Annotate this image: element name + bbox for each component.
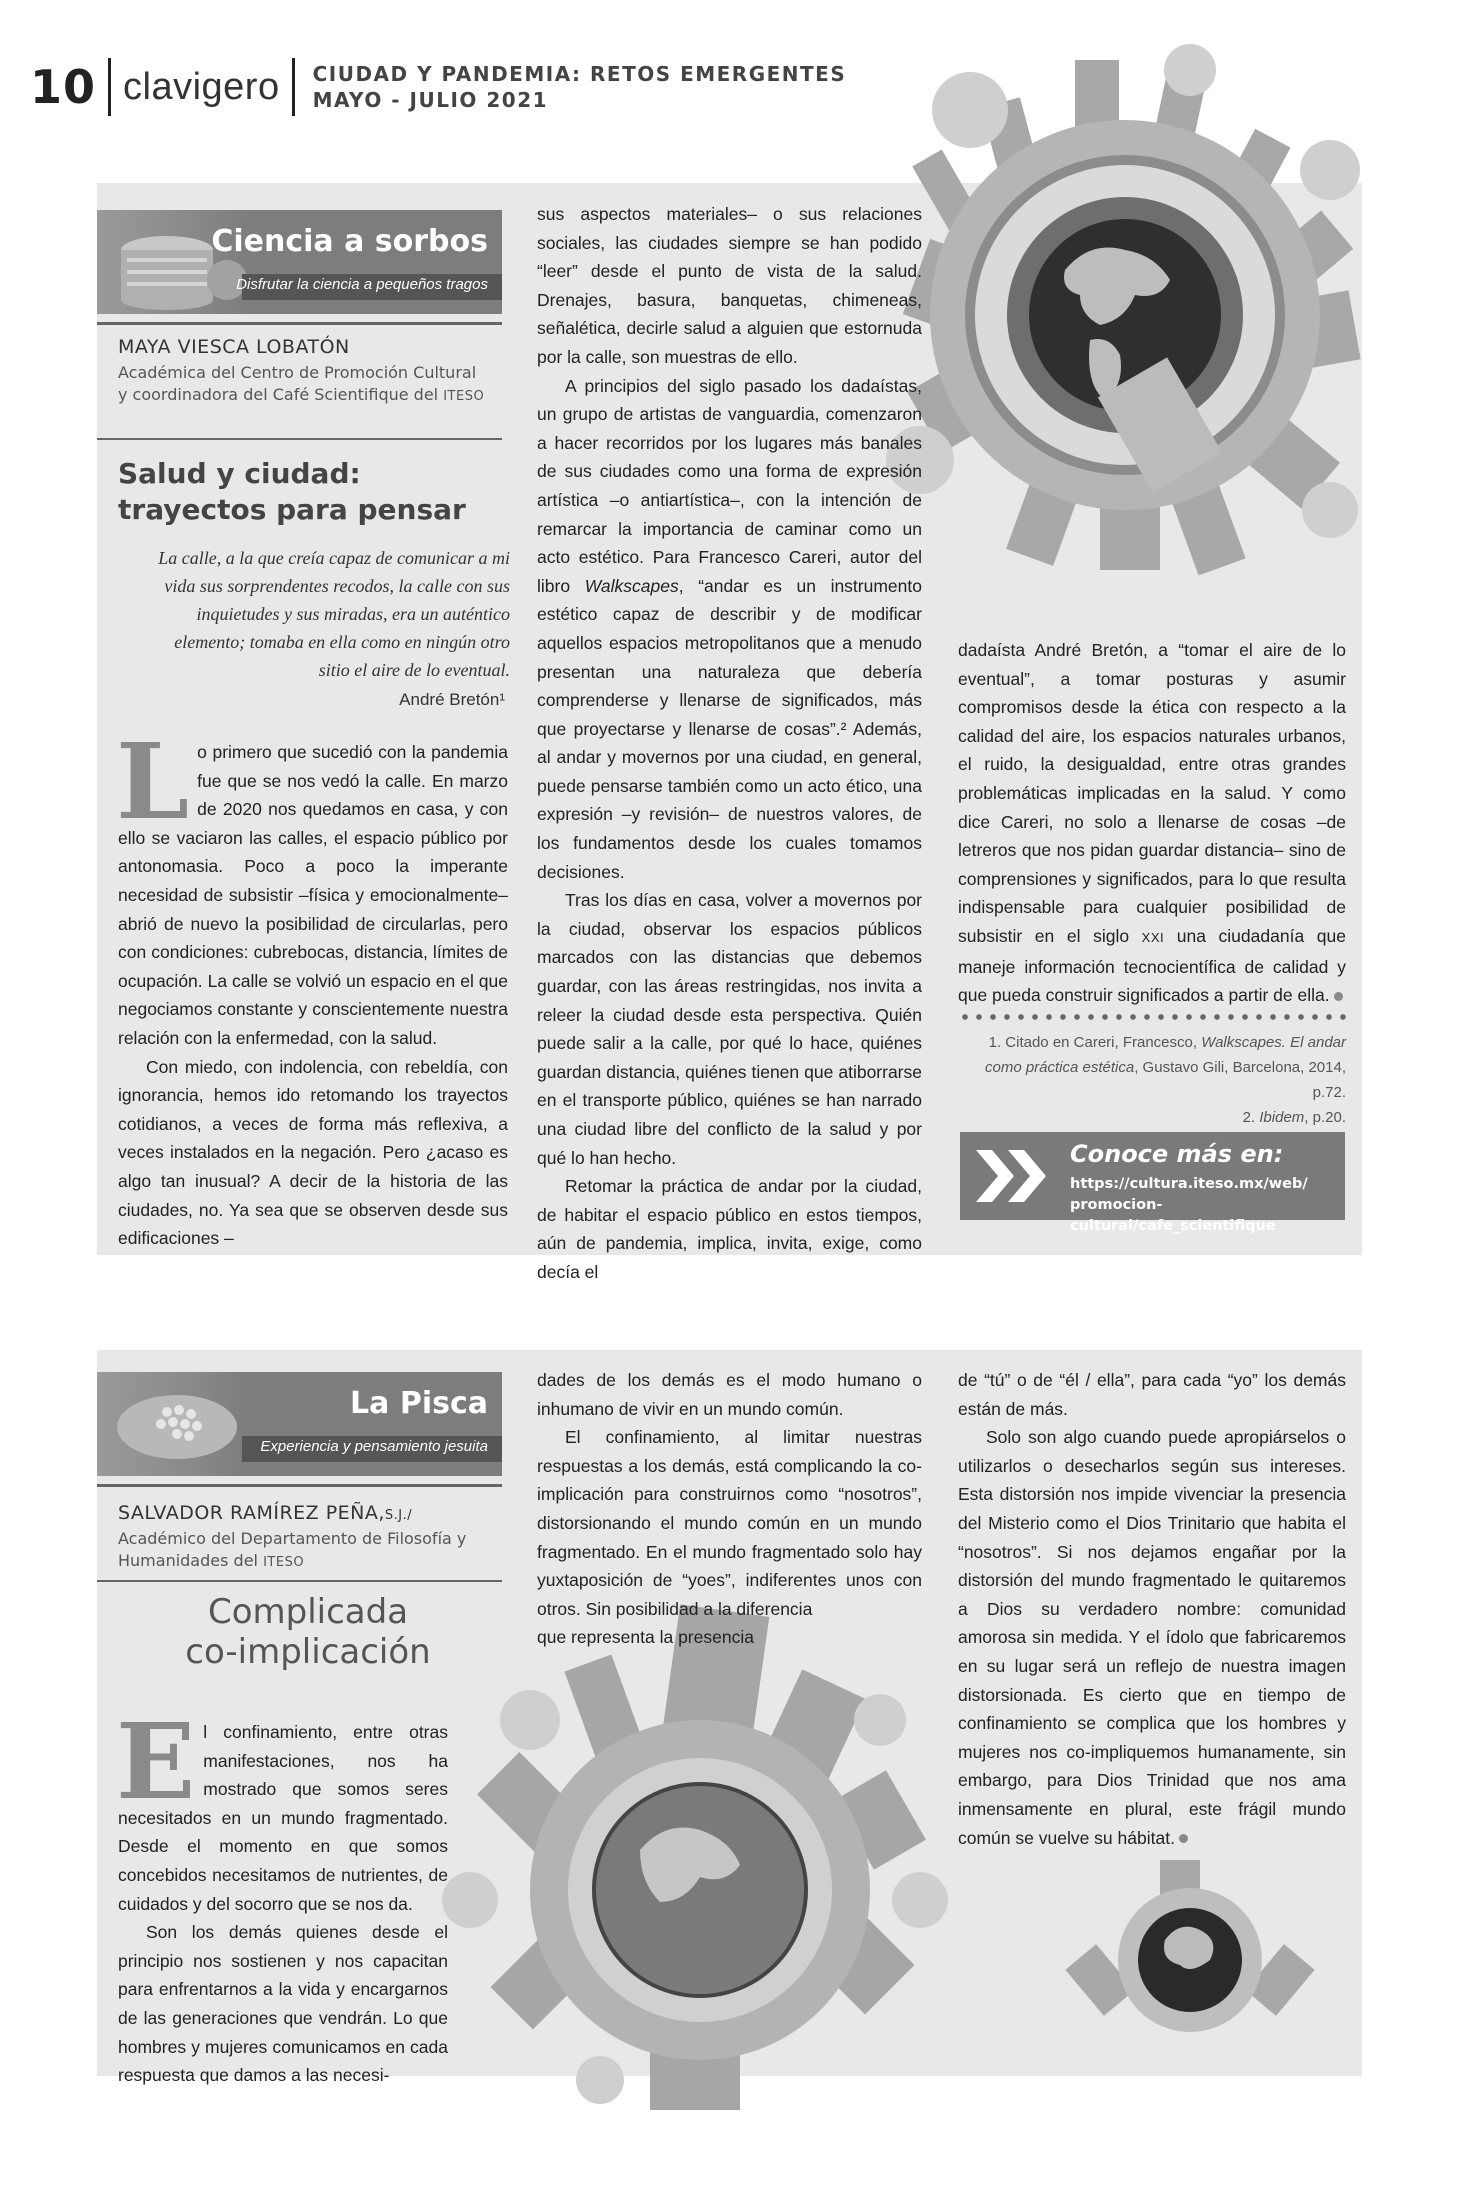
small-globe-illustration (1060, 1840, 1320, 2050)
section-tagline: Experiencia y pensamiento jesuita (260, 1438, 488, 1455)
article-column-1: Lo primero que sucedió con la pandemia fue que se nos vedó la calle. En marzo de 2020 nos quedamos en casa, y con ello se vaciaron las calles, el espacio público por antonomasia. Poco a poco la imperante necesidad de subsistir –física y emocionalmente– abrió de nuevo la posibilidad de circularlas, pero con condiciones: cubrebocas, distancia, límites de ocupación. La calle se volvió un espacio en el que negociamos constante y conscientemente nuestra relación con la enfermedad, con la salud. Con miedo, con indolencia, con rebeldía, con ignorancia, hemos ido retomando los trayectos cotidianos, a veces de forma más reflexiva, a veces instalados en la negación. Pero ¿acaso es algo tan inusual? A decir de la historia de las ciudades, no. Ya sea que se observen desde sus edificaciones – (116, 720, 508, 1249)
learn-more-title: Conoce más en: (1070, 1140, 1284, 1168)
learn-more-box (960, 1132, 1345, 1234)
author-affiliation: Académica del Centro de Promoción Cultural y coordinadora del Café Scientifique del ITESO (118, 363, 485, 404)
page-number: 10 (30, 60, 97, 114)
globe-city-illustration (440, 1600, 960, 2120)
rule (97, 438, 502, 440)
header-section-info (313, 61, 847, 113)
learn-more-url[interactable]: https://cultura.iteso.mx/web/ promocion-cultural/cafe_scientifique (1070, 1176, 1308, 1234)
header-divider (108, 58, 111, 116)
author-name: MAYA VIESCA LOBATÓN (118, 336, 350, 358)
epigraph: La calle, a la que creía capaz de comunicar a mi vida sus sorprendentes recodos, la calle con sus inquietudes y sus miradas, era un auténtico elemento; tomaba en ella como en ningún otro sitio el aire de lo eventual. (158, 548, 510, 680)
section-name: Ciencia a sorbos (211, 224, 488, 259)
magazine-logo: clavigero (123, 65, 280, 108)
double-chevron-icon (974, 1146, 1054, 1206)
section-name: La Pisca (350, 1386, 488, 1421)
drop-cap: E (116, 1700, 196, 1823)
city-globe-illustration (860, 40, 1380, 600)
footnote-2: 2. Ibidem, p.20. (1242, 1109, 1346, 1126)
section-banner-pisca (97, 1372, 502, 1476)
rule (97, 1580, 502, 1582)
article-column-2: sus aspectos materiales– o sus relaciones sociales, las ciudades siempre se han podido “leer” desde el punto de vista de la salud. Drenajes, basura, banquetas, chimeneas, señalética, decirle salud a alguien que estornuda por la calle, son muestras de ello. A principios del siglo pasado los dadaístas, un grupo de artistas de vanguardia, comenzaron a hacer recorridos por los lugares más banales de sus ciudades como una forma de expresión artística –o antiartística–, con la intención de remarcar la importancia de caminar como un acto estético. Para Francesco Careri, autor del libro Walkscapes, “andar es un instrumento estético capaz de describir y de modificar aquellos espacios metropolitanos que a menudo presentan una naturaleza que debería comprenderse y llenarse de significados, más que proyectarse y llenarse de cosas”.² Además, al andar y movernos por una ciudad, en general, puede pensarse también como un acto ético, una expresión –y revisión– de nuestros valores, de los fundamentos desde los cuales tomamos decisiones. Tras los días en casa, volver a movernos por la ciudad, observar los espacios públicos marcados con las distancias que debemos guardar, con las áreas restringidas, nos invita a releer la ciudad desde esta perspectiva. Quién puede salir a la calle, por qué lo hace, quiénes guardan distancia, quiénes tienen que atiborrarse en el transporte público, quiénes se han narrado una ciudad libre del conflicto de la salud y por qué lo han hecho. Retomar la práctica de andar por la ciudad, de habitar el espacio público en estos tiempos, aún de pandemia, implica, invita, exige, como decía el (537, 204, 922, 1282)
end-mark (1334, 992, 1343, 1001)
issue-date: MAYO - JULIO 2021 (312, 88, 549, 112)
article-column-3: dadaísta André Bretón, a “tomar el aire de lo eventual”, a tomar posturas y asumir compromisos desde la ética con respecto a la calidad del aire, los espacios naturales urbanos, el ruido, la desigualdad, entre otras grandes problemáticas implicadas en la salud. Y como dice Careri, no solo a llenarse de cosas –de letreros que nos pidan guardar distancia– sino de comprensiones y significados, para lo que resulta indispensable para cualquier posibilidad de subsistir en el siglo XXI una ciudadanía que maneje información tecnocientífica de calidad y que pueda construir significados a partir de ella. (958, 640, 1346, 1006)
end-mark (1179, 1834, 1188, 1843)
page-header (30, 52, 846, 122)
author-affiliation: Académico del Departamento de Filosofía y Humanidades del ITESO (118, 1529, 467, 1570)
footnote-1: 1. Citado en Careri, Francesco, Walkscapes. El andar como práctica estética, Gustavo Gili, Barcelona, 2014, p.72. (984, 1034, 1346, 1101)
hands-grains-photo (97, 1372, 247, 1476)
drop-cap: L (116, 720, 190, 843)
article-column-1: El confinamiento, entre otras manifestaciones, nos ha mostrado que somos seres necesitados en un mundo fragmentado. Desde el momento en que somos concebidos necesitamos de nutrientes, de cuidados y del socorro que se nos da. Son los demás quienes desde el principio nos sostienen y nos capacitan para enfrentarnos a la vida y encargarnos de las generaciones que vendrán. Lo que hombres y mujeres comunicamos en cada respuesta que damos a las necesi- (116, 1700, 448, 2086)
epigraph-author: André Bretón¹ (399, 690, 505, 709)
rule (97, 322, 502, 325)
article-title: Salud y ciudad: trayectos para pensar (118, 457, 466, 526)
footnotes (958, 1030, 1346, 1130)
article-title: Complicada co-implicación (185, 1592, 431, 1672)
section-title: CIUDAD Y PANDEMIA: RETOS EMERGENTES (312, 62, 847, 86)
article-column-3: de “tú” o de “él / ella”, para cada “yo” los demás están de más. Solo son algo cuando puede apropiárselos o utilizarlos o desecharlos según sus intereses. Esta distorsión nos impide vivenciar la presencia del Misterio como el Dios Trinitario que habita el “nosotros”. Si nos dejamos engañar por la distorsión del mundo fragmentado le quitaremos a Dios su verdadero nombre: comunidad amorosa sin medida. Y el ídolo que fabricaremos en su lugar será un reflejo de nuestra imagen distorsionada. Es cierto que en tiempo de confinamiento se complica que los hombres y mujeres nos co-impliquemos humanamente, sin embargo, para Dios Trinidad que nos ama inmensamente en plural, este frágil mundo común se vuelve su hábitat. (958, 1370, 1346, 1848)
section-tagline: Disfrutar la ciencia a pequeños tragos (236, 276, 488, 293)
dotted-separator (958, 1012, 1346, 1022)
header-divider (292, 58, 295, 116)
section-banner-ciencia (97, 210, 502, 314)
rule (97, 1484, 502, 1487)
author-name: SALVADOR RAMÍREZ PEÑA,S.J./ (118, 1502, 413, 1524)
article-column-2: dades de los demás es el modo humano o inhumano de vivir en un mundo común. El confinamiento, al limitar nuestras respuestas a los demás, está complicando la co-implicación para construirnos como “nosotros”, distorsionando el mundo común en un mundo fragmentado. En el mundo fragmentado solo hay yuxtaposición de “yoes”, indiferentes unos con otros. Sin posibilidad a la diferencia que representa la presencia (537, 1370, 922, 1648)
